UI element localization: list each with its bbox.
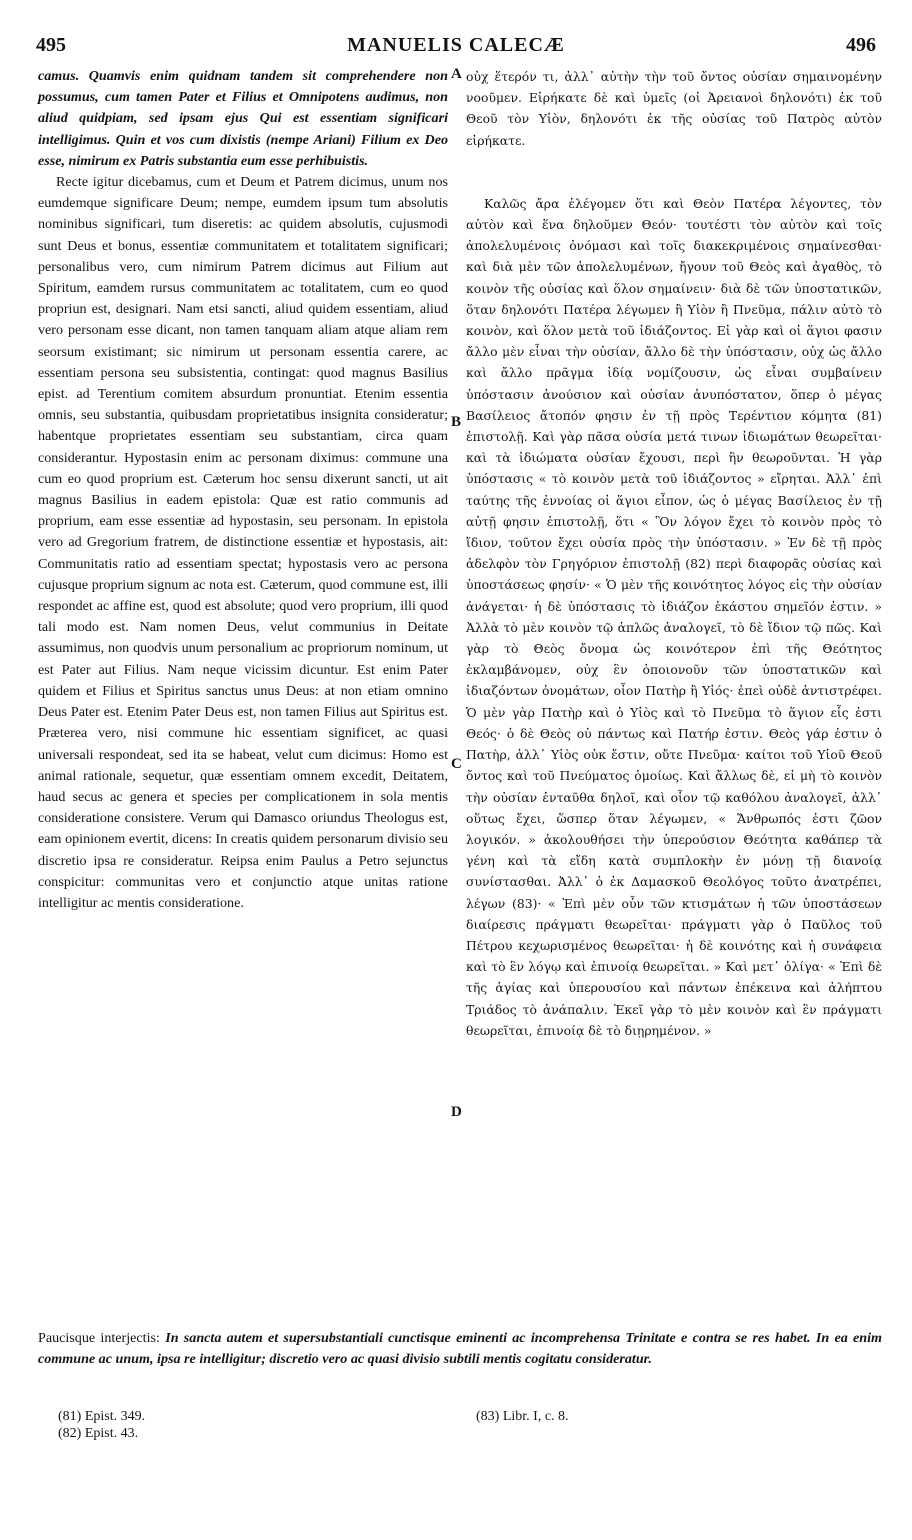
margin-letter-a: A bbox=[451, 66, 462, 82]
greek-column bbox=[466, 66, 882, 1041]
greek-paragraph: Καλῶς ἄρα ἐλέγομεν ὅτι καὶ Θεὸν Πατέρα λέγοντες, τὸν αὐτὸν καὶ ἕνα δηλοῦμεν Θεόν· τουτέστι τὸν αὐτὸν καὶ τοῖς ἀπολελυμένοις ὀνόμασι καὶ τοῖς διακεκριμένοις σημαίνεσθαι· καὶ διὰ μὲν τῶν ἀπολελυμένων, ἤγουν τοῦ Θεὸς καὶ ἀγαθὸς, τὸ κοινὸν τῆς οὐσίας καὶ ὅλον σημαίνειν· διὰ δὲ τῶν ὑποστατικῶν, ὅταν δηλονότι Πατέρα λέγωμεν ἢ Υἱὸν ἢ Πνεῦμα, πάλιν αὐτὸ τὸ κοινὸν, καὶ ὅλον μετὰ τοῦ ἰδιάζοντος. Εἰ γὰρ καὶ οἱ ἅγιοι φασιν ἄλλο μὲν εἶναι τὴν οὐσίαν, ἄλλο δὲ τὴν ὑπόστασιν, οὐχ ὡς ἄλλο καὶ ἄλλο πρᾶγμα ἰδίᾳ νομίζουσιν, ὡς εἶναι συμβαίνειν ὑπόστασιν ἀνούσιον καὶ οὐσίαν ἀνυπόστατον, ὅπερ ὁ μέγας Βασίλειος ἄτοπόν φησιν ἐν τῇ πρὸς Τερέντιον κόμητα (81) ἐπιστολῇ. Καὶ γὰρ πᾶσα οὐσία μετά τινων ἰδιωμάτων θεωρεῖται· καὶ τὰ ἰδιώματα οὐσίαν ἔχουσι, περὶ ἣν θεωροῦνται. Ἡ γὰρ ὑπόστασις « τὸ κοινὸν μετὰ τοῦ ἰδιάζοντος » εἴρηται. Ἀλλ᾽ ἐπὶ ταύτης τῆς ἐννοίας οἱ ἅγιοι εἶπον, ὡς ὁ μέγας Βασίλειος ἐν τῇ αὐτῇ φησιν ἐπιστολῇ, ὅτι « Ὃν λόγον ἔχει τὸ κοινὸν πρὸς τὸ ἴδιον, τοῦτον ἔχει οὐσία πρὸς τὴν ὑπόστασιν. » Ἐν δὲ τῇ πρὸς ἀδελφὸν τὸν Γρηγόριον ἐπιστολῇ (82) περὶ διαφορᾶς οὐσίας καὶ ὑποστάσεως φησίν· « Ὁ μὲν τῆς κοινότητος λόγος εἰς τὴν οὐσίαν ἀνάγεται· ἡ δὲ ὑπόστασις τὸ ἰδιάζον ἑκάστου σημεῖόν ἐστιν. » Ἀλλὰ τὸ μὲν κοινὸν τῷ ἁπλῶς ἀναλογεῖ, τὸ δὲ ἴδιον τῷ πῶς. Καὶ γὰρ τὸ Θεὸς ὄνομα ὡς κοινότερον ἐπὶ τῆς Θεότητος ἐκλαμβάνομεν, οὐχ ἓν ὁποιονοῦν τῶν ὑποστατικῶν καὶ ἰδιαζόντων ὀνομάτων, οἷον Πατὴρ ἢ Υἱός· ἐπεὶ οὐδὲ ἀντιστρέφει. Ὁ μὲν γὰρ Πατὴρ καὶ ὁ Υἱὸς καὶ τὸ Πνεῦμα τὸ ἅγιον εἷς ἐστι Θεός· ὁ δὲ Θεὸς οὐ πάντως καὶ Πατήρ ἐστιν. Θεὸς γάρ ἐστιν ὁ Πατὴρ, ἀλλ᾽ Υἱὸς οὐκ ἔστιν, οὔτε Πνεῦμα· καίτοι τοῦ Υἱοῦ Θεοῦ ὄντος καὶ τοῦ Πνεύματος ὁμοίως. Καὶ ἄλλως δὲ, εἰ μὴ τὸ κοινὸν τὴν οὐσίαν ἐνταῦθα δηλοῖ, καὶ οἷον τῷ καθόλου ἀναλογεῖ, ἀλλ᾽ οὕτως ἔχει, ὥσπερ ὅταν λέγωμεν, « Ἄνθρωπός ἐστι ζῶον λογικόν. » ἀκολουθήσει τὴν ὑπερούσιον Θεότητα καθάπερ τὰ γένη καὶ τὰ εἴδη κατὰ συμπλοκὴν ἐν μόνῃ τῇ διανοίᾳ συνίστασθαι. Ἀλλ᾽ ὁ ἐκ Δαμασκοῦ Θεολόγος τοῦτο ἀνατρέπει, λέγων (83)· « Ἐπὶ μὲν οὖν τῶν κτισμάτων ἡ τῶν ὑποστάσεων διαίρεσις πράγματι θεωρεῖται· πράγματι γὰρ ὁ Παῦλος τοῦ Πέτρου κεχωρισμένος θεωρεῖται· ἡ δὲ κοινότης καὶ ἡ συνάφεια καὶ τὸ ἓν λόγῳ καὶ ἐπινοίᾳ θεωρεῖται. » Καὶ μετ᾽ ὀλίγα· « Ἐπὶ δὲ τῆς ἁγίας καὶ ὑπερουσίου καὶ πάντων ἐπέκεινα καὶ ἀλήπτου Τριάδος τὸ ἀνάπαλιν. Ἐκεῖ γὰρ τὸ μὲν κοινὸν καὶ ἓν πράγματι θεωρεῖται, ἐπινοίᾳ δὲ τὸ διῃρημένον. » bbox=[466, 195, 882, 1038]
footnotes-left bbox=[58, 1408, 145, 1442]
footnotes-right bbox=[476, 1408, 569, 1425]
margin-letter-c: C bbox=[451, 756, 462, 772]
full-width-paragraph bbox=[38, 1328, 882, 1370]
margin-letter-b: B bbox=[451, 414, 462, 430]
margin-letter-d: D bbox=[451, 1104, 462, 1120]
footnote: (81) Epist. 349. bbox=[58, 1409, 146, 1424]
full-width-lead: Paucisque interjectis: bbox=[38, 1330, 160, 1346]
greek-lead-paragraph: οὐχ ἕτερόν τι, ἀλλ᾽ αὐτὴν τὴν τοῦ ὄντος οὐσίαν σημαινομένην νοοῦμεν. Εἰρήκατε δὲ καὶ ὑμεῖς (οἱ Ἀρειανοὶ δηλονότι) ἐκ τοῦ Θεοῦ τὸν Υἱὸν, δηλονότι ἐκ τῆς οὐσίας τοῦ Πατρὸς αὐτὸν εἰρήκατε. bbox=[466, 69, 882, 148]
latin-lead-paragraph: camus. Quamvis enim quidnam tandem sit comprehendere non possumus, cum tamen Pater et Filius et Omnipotens audimus, non aliud quidpiam, sed ipsam ejus Qui est essentiam significari intelligimus. Quin et vos cum dixistis (nempe Ariani) Filium ex Deo esse, nimirum ex Patris substantia eum esse perhibuistis. bbox=[38, 68, 448, 169]
page-number-left: 495 bbox=[36, 34, 66, 56]
paragraph-gap bbox=[466, 151, 882, 193]
footnote: (82) Epist. 43. bbox=[58, 1426, 139, 1441]
full-width-quote: In sancta autem et supersubstantiali cunctisque eminenti ac incomprehensa Trinitate e contra se res habet. In ea enim commune ac unum, ipsa re intelligitur; discretio vero ac quasi divisio subtili mentis cogitatu consideratur. bbox=[38, 1330, 883, 1367]
running-title: MANUELIS CALECÆ bbox=[347, 34, 565, 56]
latin-column bbox=[38, 66, 448, 914]
page-number-right: 496 bbox=[846, 34, 876, 56]
latin-paragraph: Recte igitur dicebamus, cum et Deum et Patrem dicimus, unum nos eumdemque significare Deum; nempe, eumdem ipsum tum absolutis nominibus significari, tum diseretis: ac quidem absolutis, cujusmodi sunt Deus et bonus, essentiæ communitatem et totalitatem significari; personalibus vero, cum nimirum Patrem dicimus aut Filium aut Spiritum, eamdem rursus communitatem ac totalitatem, cum eo quod propriun est, designari. Nam etsi sancti, aliud quidem essentiam, aliud vero personam esse dicant, non tamen tanquam aliam atque aliam rem seorsum existimant; sic nimirum ut personam essentia carere, ac essentiam persona seu subsistentia, contingat: quod magnus Basilius epist. ad Terentium comitem absurdum pronuntiat. Etenim essentia omnis, seu substantia, quibusdam proprietatibus insignita consideratur; habentque proprietates essentiam seu substantiam, circa quam considerantur. Hypostasin enim ac personam diximus: commune una cum eo quod proprium est. Cæterum hoc sensu dixerunt sancti, ut ait magnus Basilius in eadem epistola: Quæ est ratio communis ad proprium, eam esse essentiæ ad hypostasin, seu personam. In epistola vero ad Gregorium fratrem, de distinctione essentiæ et hypostasis, ait: Communitatis ratio ad essentiam spectat; hypostasis vero ac persona cujusque proprium signum ac nota est. Cæterum, quod commune est, illi respondet ac affine est, quod est absolute; quod vero proprium, illi quod tali modo est. Nam nomen Deus, velut communius in Deitate assumimus, non quodvis unum personalium ac propriorum nominum, ut est Pater aut Filius. Nam neque vicissim dicuntur. Est enim Pater quidem et Filius et Spiritus sanctus unus Deus: at non etiam omnino Deus Pater est. Etenim Pater Deus est, non tamen Filius aut Spiritus est. Præterea vero, nisi commune hic essentiam significet, ac quasi universali respondeat, sed ita se habeat, velut cum dicimus: Homo est animal rationale, sequetur, quæ essentiam omnem excedit, Deitatem, haud secus ac genera et species per complicationem in sola mentis consideratione consistere. Verum qui Damasco oriundus Theologus est, eam opinionem evertit, dicens: In creatis quidem personarum divisio seu discretio ipsa re consideratur. Reipsa enim Paulus a Petro sejunctus conspicitur: communitas vero et conjunctio atque unitas ratione intelligitur ac mentis consideratione. bbox=[38, 174, 448, 911]
footnote: (83) Libr. I, c. 8. bbox=[476, 1409, 569, 1424]
running-head bbox=[36, 34, 876, 64]
